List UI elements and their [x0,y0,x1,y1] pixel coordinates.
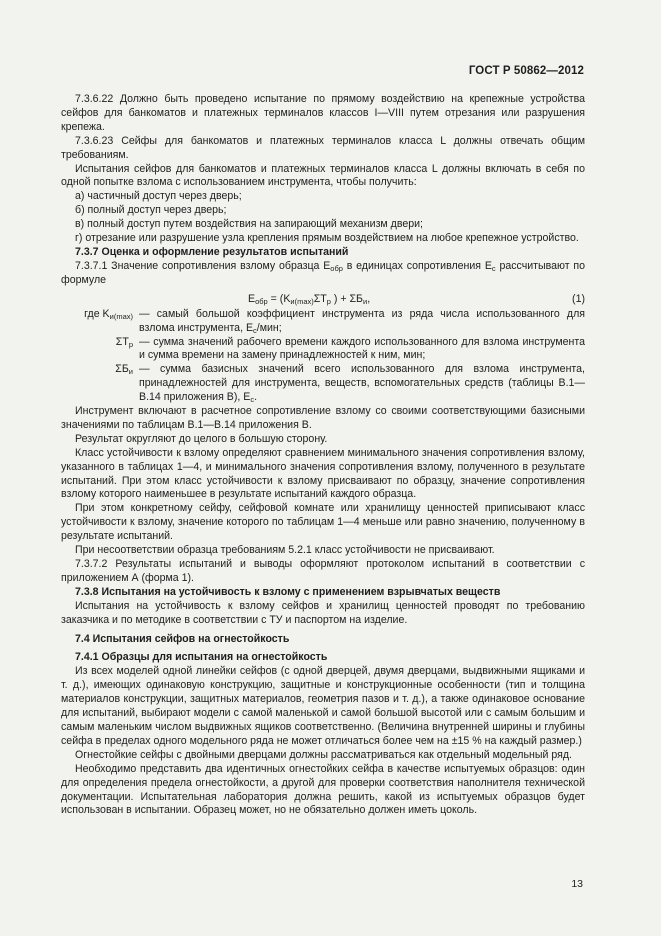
legend-text: — сумма значений рабочего времени каждого использованного для взлома инструмента и сумма времени на замену принадлежностей к ним, мин; [139,335,585,362]
paragraph-7-3-7-1: 7.3.7.1 Значение сопротивления взлому образца $E_{обр}$ в единицах сопротивления $E_c$ рассчитывают по формуле [61,259,585,286]
formula-legend [61,308,585,405]
legend-symbol: $\Sigma T_р$ [115,335,133,349]
section-heading-7-4: 7.4 Испытания сейфов на огнестойкость [75,632,290,645]
formula-1 [61,290,585,308]
paragraph: При этом конкретному сейфу, сейфовой комнате или хранилищу ценностей приписывают класс устойчивости к взлому, значение которого по таблицам 1—4 меньше или равно значению, полученному в результате испытаний. [61,502,585,543]
legend-row-b [61,363,585,405]
page-number: 13 [571,878,583,890]
legend-symbol: где $K_{и(max)}$ [84,307,133,321]
list-item-b: б) полный доступ через дверь; [75,204,227,217]
paragraph: Испытания сейфов для банкоматов и платежных терминалов класса L должны включать в себя по одной попытке взлома с использованием инструмента, чтобы получить: [61,162,585,189]
paragraph-7-3-6-22: 7.3.6.22 Должно быть проведено испытание по прямому воздействию на крепежные устройства сейфов для банкоматов и платежных терминалов классов I—VIII путем отрезания или разрушения крепежа. [61,93,585,133]
list-item-d: г) отрезание или разрушение узла крепления прямым воздействием на любое крепежное устройство. [75,232,579,245]
legend-row-k [61,308,585,336]
paragraph: Необходимо представить два идентичных огнестойких сейфа в качестве испытуемых образцов: один для определения предела огнестойкости, а другой для проверки соответствия наполнителя технической документации. Испытательная лаборатория должна решить, какой из испытуемых образцов будет использован в испытании. Образец может, но не обязательно должен иметь цоколь. [61,762,585,817]
legend-row-t [61,336,585,364]
formula-number: (1) [572,292,585,305]
section-heading-7-3-7: 7.3.7 Оценка и оформление результатов испытаний [75,245,349,258]
paragraph: Из всех моделей одной линейки сейфов (с одной дверцей, двумя дверцами, выдвижными ящиками и т. д.), имеющих одинаковую конструкцию, защитные и конструкционные особенности (тип и толщина материалов конструкции, защитных материалов, геометрия пазов и т. д.), а также одинаковое основание для испытаний, выбирают модели с самой маленькой и самой большой высотой или с самым большим и самым маленьким числом выдвижных ящиков соответственно. (Величина внутренней ширины и глубины сейфа в пределах одного модельного ряда не может отличаться более чем на ±15 % на каждый размер.) [61,665,585,747]
paragraph: Огнестойкие сейфы с двойными дверцами должны рассматриваться как отдельный модельный ряд. [75,748,572,761]
document-body [61,93,585,818]
formula-expression: $E_{обр} = (K_{и(max)}\Sigma T_р$ ) + $\Sigma Б_и$, [248,292,371,306]
section-heading-7-4-1: 7.4.1 Образцы для испытания на огнестойкость [75,651,328,664]
standard-header: ГОСТ Р 50862—2012 [468,65,584,77]
paragraph-7-3-7-2: 7.3.7.2 Результаты испытаний и выводы оформляют протоколом испытаний в соответствии с приложением А (форма 1). [61,558,585,584]
legend-symbol: $\Sigma Б_и$ [115,363,133,377]
legend-text: — сумма базисных значений всего использованного для взлома инструмента, принадлежностей для инструмента, веществ, вспомогательных средств (таблицы В.1—В.14 приложения В), $E_c$. [139,363,585,405]
paragraph: Испытания на устойчивость к взлому сейфов и хранилищ ценностей проводят по требованию заказчика и по методике в соответствии с ТУ и паспортом на изделие. [61,599,585,626]
paragraph: Класс устойчивости к взлому определяют сравнением минимального значения сопротивления взлому, указанного в таблицах 1—4, и минимального значения сопротивления взлому, полученного в результате испытаний. При этом класс устойчивости к взлому присваивают по образцу, значение сопротивления взлому которого наименьшее в результате испытаний каждого образца. [61,446,585,501]
paragraph-7-3-6-23: 7.3.6.23 Сейфы для банкоматов и платежных терминалов класса L должны отвечать общим требованиям. [61,134,585,161]
section-heading-7-3-8: 7.3.8 Испытания на устойчивость к взлому с применением взрывчатых веществ [75,585,501,598]
legend-text: — самый большой коэффициент инструмента из ряда числа использованного для взлома инструмента, $E_c$/мин; [139,307,585,335]
list-item-a: а) частичный доступ через дверь; [75,190,242,203]
paragraph: Инструмент включают в расчетное сопротивление взлому со своими соответствующими базисными значениями по таблицам В.1—В.14 приложения В. [61,405,585,431]
paragraph: Результат округляют до целого в большую сторону. [75,432,328,445]
paragraph: При несоответствии образца требованиям 5.2.1 класс устойчивости не присваивают. [75,544,495,557]
list-item-c: в) полный доступ путем воздействия на запирающий механизм двери; [75,218,423,231]
